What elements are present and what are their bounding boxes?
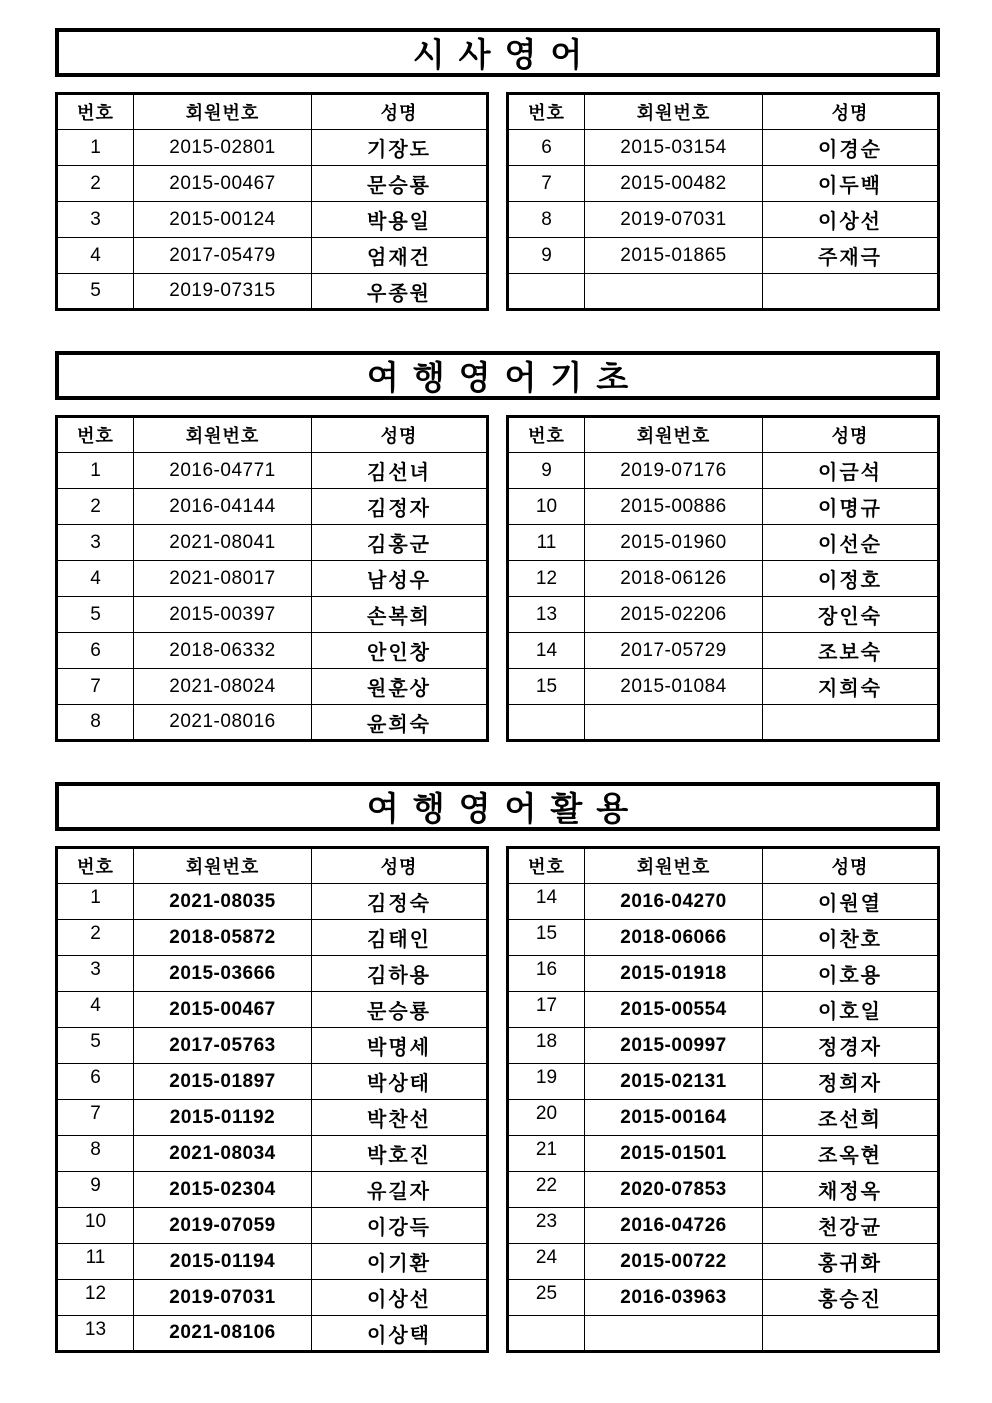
table-row [57,1208,488,1244]
member-name-cell: 이경순 [763,130,939,166]
member-name-cell: 김정숙 [312,884,488,920]
table-row [508,1172,939,1208]
member-id-cell: 2015-01960 [585,525,763,561]
member-name-cell: 김하용 [312,956,488,992]
member-id-cell: 2015-00886 [585,489,763,525]
table-row [57,1244,488,1280]
member-no-cell: 4 [57,561,134,597]
member-id-cell: 2015-00467 [134,166,312,202]
column-header: 번호 [57,94,134,130]
roster-table [506,92,940,311]
member-id-cell: 2021-08041 [134,525,312,561]
member-name-cell: 김선녀 [312,453,488,489]
column-header: 회원번호 [134,848,312,884]
member-no-cell: 22 [508,1172,585,1208]
member-no-cell: 5 [57,597,134,633]
column-header: 회원번호 [585,417,763,453]
member-no-cell: 10 [508,489,585,525]
member-name-cell: 문승룡 [312,992,488,1028]
member-no-cell: 10 [57,1208,134,1244]
member-name-cell: 이강득 [312,1208,488,1244]
member-id-cell: 2021-08035 [134,884,312,920]
member-name-cell: 장인숙 [763,597,939,633]
member-name-cell: 홍승진 [763,1280,939,1316]
member-name-cell: 박상태 [312,1064,488,1100]
member-id-cell: 2015-01865 [585,238,763,274]
column-header: 번호 [508,417,585,453]
member-id-cell: 2015-01501 [585,1136,763,1172]
table-row [508,1100,939,1136]
member-no-cell: 6 [57,1064,134,1100]
member-no-cell: 17 [508,992,585,1028]
member-name-cell: 윤희숙 [312,705,488,741]
section-title: 여행영어활용 [366,790,643,827]
member-no-cell: 4 [57,238,134,274]
member-no-cell [508,1316,585,1352]
member-no-cell: 5 [57,1028,134,1064]
member-no-cell: 2 [57,166,134,202]
member-id-cell: 2020-07853 [585,1172,763,1208]
member-id-cell [585,705,763,741]
table-row [57,561,488,597]
member-id-cell: 2015-02801 [134,130,312,166]
table-row [508,1280,939,1316]
table-row [508,1028,939,1064]
header-row [508,848,939,884]
member-name-cell [763,274,939,310]
table-row [57,633,488,669]
member-id-cell: 2015-02206 [585,597,763,633]
member-no-cell: 7 [57,1100,134,1136]
table-row [508,1136,939,1172]
member-no-cell: 9 [508,238,585,274]
member-no-cell: 7 [57,669,134,705]
member-id-cell: 2021-08024 [134,669,312,705]
table-row [508,561,939,597]
member-id-cell: 2019-07315 [134,274,312,310]
member-id-cell: 2016-03963 [585,1280,763,1316]
column-header: 성명 [312,417,488,453]
table-row [508,669,939,705]
table-row [57,238,488,274]
member-id-cell [585,1316,763,1352]
member-no-cell: 23 [508,1208,585,1244]
member-name-cell: 안인창 [312,633,488,669]
table-row [57,1136,488,1172]
member-id-cell: 2018-05872 [134,920,312,956]
member-no-cell: 13 [57,1316,134,1352]
table-row [57,956,488,992]
table-row [57,489,488,525]
member-id-cell: 2015-01194 [134,1244,312,1280]
member-name-cell: 이두백 [763,166,939,202]
member-name-cell: 이명규 [763,489,939,525]
header-row [508,94,939,130]
table-row [57,884,488,920]
member-name-cell: 박용일 [312,202,488,238]
member-name-cell: 유길자 [312,1172,488,1208]
member-name-cell: 이기환 [312,1244,488,1280]
member-id-cell: 2021-08016 [134,705,312,741]
member-no-cell: 9 [57,1172,134,1208]
table-row [508,705,939,741]
column-header: 성명 [763,94,939,130]
column-header: 성명 [763,848,939,884]
member-no-cell: 2 [57,920,134,956]
table-row [508,992,939,1028]
member-no-cell: 15 [508,920,585,956]
header-row [57,94,488,130]
member-no-cell: 1 [57,130,134,166]
table-row [508,130,939,166]
member-no-cell: 11 [508,525,585,561]
table-row [57,1316,488,1352]
member-id-cell: 2015-01084 [585,669,763,705]
member-no-cell: 20 [508,1100,585,1136]
table-row [57,1064,488,1100]
table-row [508,1064,939,1100]
table-row [57,1172,488,1208]
member-no-cell: 4 [57,992,134,1028]
table-row [508,884,939,920]
table-row [508,956,939,992]
roster-table [506,415,940,742]
table-row [57,705,488,741]
member-id-cell: 2015-00482 [585,166,763,202]
table-row [57,130,488,166]
table-row [57,669,488,705]
member-id-cell: 2017-05763 [134,1028,312,1064]
column-header: 회원번호 [585,848,763,884]
member-name-cell: 조보숙 [763,633,939,669]
member-name-cell: 이호일 [763,992,939,1028]
table-row [508,633,939,669]
member-id-cell: 2016-04144 [134,489,312,525]
table-row [57,1028,488,1064]
member-no-cell: 16 [508,956,585,992]
member-no-cell: 6 [508,130,585,166]
table-row [508,597,939,633]
table-row [57,992,488,1028]
column-header: 번호 [508,94,585,130]
roster-table [55,92,489,311]
member-name-cell: 엄재건 [312,238,488,274]
member-name-cell: 이상선 [312,1280,488,1316]
member-name-cell: 이원열 [763,884,939,920]
member-no-cell: 15 [508,669,585,705]
column-header: 번호 [57,417,134,453]
table-row [508,1244,939,1280]
table-row [508,525,939,561]
member-id-cell: 2019-07031 [585,202,763,238]
member-id-cell: 2016-04726 [585,1208,763,1244]
member-no-cell: 6 [57,633,134,669]
table-row [508,238,939,274]
member-name-cell: 원훈상 [312,669,488,705]
header-row [508,417,939,453]
roster-table [55,415,489,742]
member-id-cell: 2015-03666 [134,956,312,992]
member-name-cell: 이선순 [763,525,939,561]
table-row [508,453,939,489]
member-id-cell: 2015-01192 [134,1100,312,1136]
member-id-cell: 2018-06066 [585,920,763,956]
column-header: 성명 [312,848,488,884]
section-tables [55,92,940,311]
member-no-cell: 25 [508,1280,585,1316]
header-row [57,848,488,884]
member-name-cell: 이상택 [312,1316,488,1352]
member-id-cell: 2015-00722 [585,1244,763,1280]
member-no-cell [508,274,585,310]
section-title: 여행영어기초 [366,359,643,396]
member-id-cell: 2021-08106 [134,1316,312,1352]
member-name-cell: 문승룡 [312,166,488,202]
member-name-cell: 홍귀화 [763,1244,939,1280]
member-name-cell: 이금석 [763,453,939,489]
member-name-cell: 정희자 [763,1064,939,1100]
member-no-cell: 19 [508,1064,585,1100]
member-name-cell: 이호용 [763,956,939,992]
table-row [57,166,488,202]
table-row [57,920,488,956]
member-name-cell: 천강균 [763,1208,939,1244]
member-no-cell: 8 [57,1136,134,1172]
member-name-cell: 지희숙 [763,669,939,705]
member-id-cell: 2015-01897 [134,1064,312,1100]
column-header: 회원번호 [134,417,312,453]
section-title-box [55,351,940,400]
member-name-cell: 이정호 [763,561,939,597]
member-id-cell: 2019-07031 [134,1280,312,1316]
member-id-cell: 2015-02304 [134,1172,312,1208]
member-no-cell: 21 [508,1136,585,1172]
header-row [57,417,488,453]
member-no-cell: 3 [57,956,134,992]
member-name-cell: 박호진 [312,1136,488,1172]
member-id-cell: 2015-00554 [585,992,763,1028]
table-row [57,1100,488,1136]
table-row [57,274,488,310]
member-id-cell: 2015-00124 [134,202,312,238]
member-id-cell: 2015-00997 [585,1028,763,1064]
section-title: 시사영어 [412,36,597,73]
member-no-cell: 12 [57,1280,134,1316]
table-row [508,920,939,956]
member-id-cell: 2015-00164 [585,1100,763,1136]
table-row [508,1316,939,1352]
member-name-cell: 주재극 [763,238,939,274]
member-name-cell: 김태인 [312,920,488,956]
member-id-cell: 2015-01918 [585,956,763,992]
member-no-cell: 24 [508,1244,585,1280]
member-id-cell: 2015-02131 [585,1064,763,1100]
member-id-cell: 2019-07176 [585,453,763,489]
member-name-cell: 정경자 [763,1028,939,1064]
member-no-cell: 18 [508,1028,585,1064]
member-no-cell: 14 [508,633,585,669]
table-row [508,489,939,525]
table-row [57,597,488,633]
table-row [508,166,939,202]
member-name-cell: 조선희 [763,1100,939,1136]
member-id-cell: 2015-00467 [134,992,312,1028]
member-name-cell: 남성우 [312,561,488,597]
member-id-cell: 2015-00397 [134,597,312,633]
member-name-cell: 김정자 [312,489,488,525]
member-no-cell: 2 [57,489,134,525]
section-tables [55,846,940,1353]
member-id-cell: 2016-04771 [134,453,312,489]
member-no-cell: 8 [508,202,585,238]
member-no-cell: 13 [508,597,585,633]
section-title-box [55,28,940,77]
member-name-cell: 채정옥 [763,1172,939,1208]
member-no-cell: 7 [508,166,585,202]
column-header: 번호 [508,848,585,884]
member-name-cell [763,1316,939,1352]
member-id-cell: 2017-05729 [585,633,763,669]
table-row [57,1280,488,1316]
member-id-cell: 2017-05479 [134,238,312,274]
member-name-cell: 기장도 [312,130,488,166]
column-header: 회원번호 [134,94,312,130]
column-header: 성명 [312,94,488,130]
table-row [508,1208,939,1244]
roster-table [506,846,940,1353]
member-no-cell: 11 [57,1244,134,1280]
member-name-cell: 우종원 [312,274,488,310]
table-row [57,525,488,561]
member-no-cell: 12 [508,561,585,597]
member-no-cell: 5 [57,274,134,310]
member-name-cell: 김홍군 [312,525,488,561]
member-no-cell: 9 [508,453,585,489]
table-row [508,202,939,238]
member-id-cell: 2021-08034 [134,1136,312,1172]
member-id-cell: 2019-07059 [134,1208,312,1244]
member-no-cell: 1 [57,884,134,920]
column-header: 성명 [763,417,939,453]
member-no-cell: 14 [508,884,585,920]
member-name-cell: 조옥현 [763,1136,939,1172]
member-id-cell [585,274,763,310]
member-name-cell: 손복희 [312,597,488,633]
section-title-box [55,782,940,831]
member-name-cell: 박명세 [312,1028,488,1064]
member-id-cell: 2018-06332 [134,633,312,669]
member-id-cell: 2021-08017 [134,561,312,597]
member-no-cell: 8 [57,705,134,741]
member-name-cell: 박찬선 [312,1100,488,1136]
section-tables [55,415,940,742]
member-no-cell: 3 [57,202,134,238]
member-name-cell: 이상선 [763,202,939,238]
column-header: 번호 [57,848,134,884]
table-row [57,202,488,238]
member-name-cell [763,705,939,741]
member-id-cell: 2016-04270 [585,884,763,920]
member-id-cell: 2015-03154 [585,130,763,166]
member-no-cell: 1 [57,453,134,489]
member-id-cell: 2018-06126 [585,561,763,597]
member-name-cell: 이찬호 [763,920,939,956]
member-no-cell [508,705,585,741]
table-row [57,453,488,489]
column-header: 회원번호 [585,94,763,130]
roster-table [55,846,489,1353]
table-row [508,274,939,310]
member-no-cell: 3 [57,525,134,561]
